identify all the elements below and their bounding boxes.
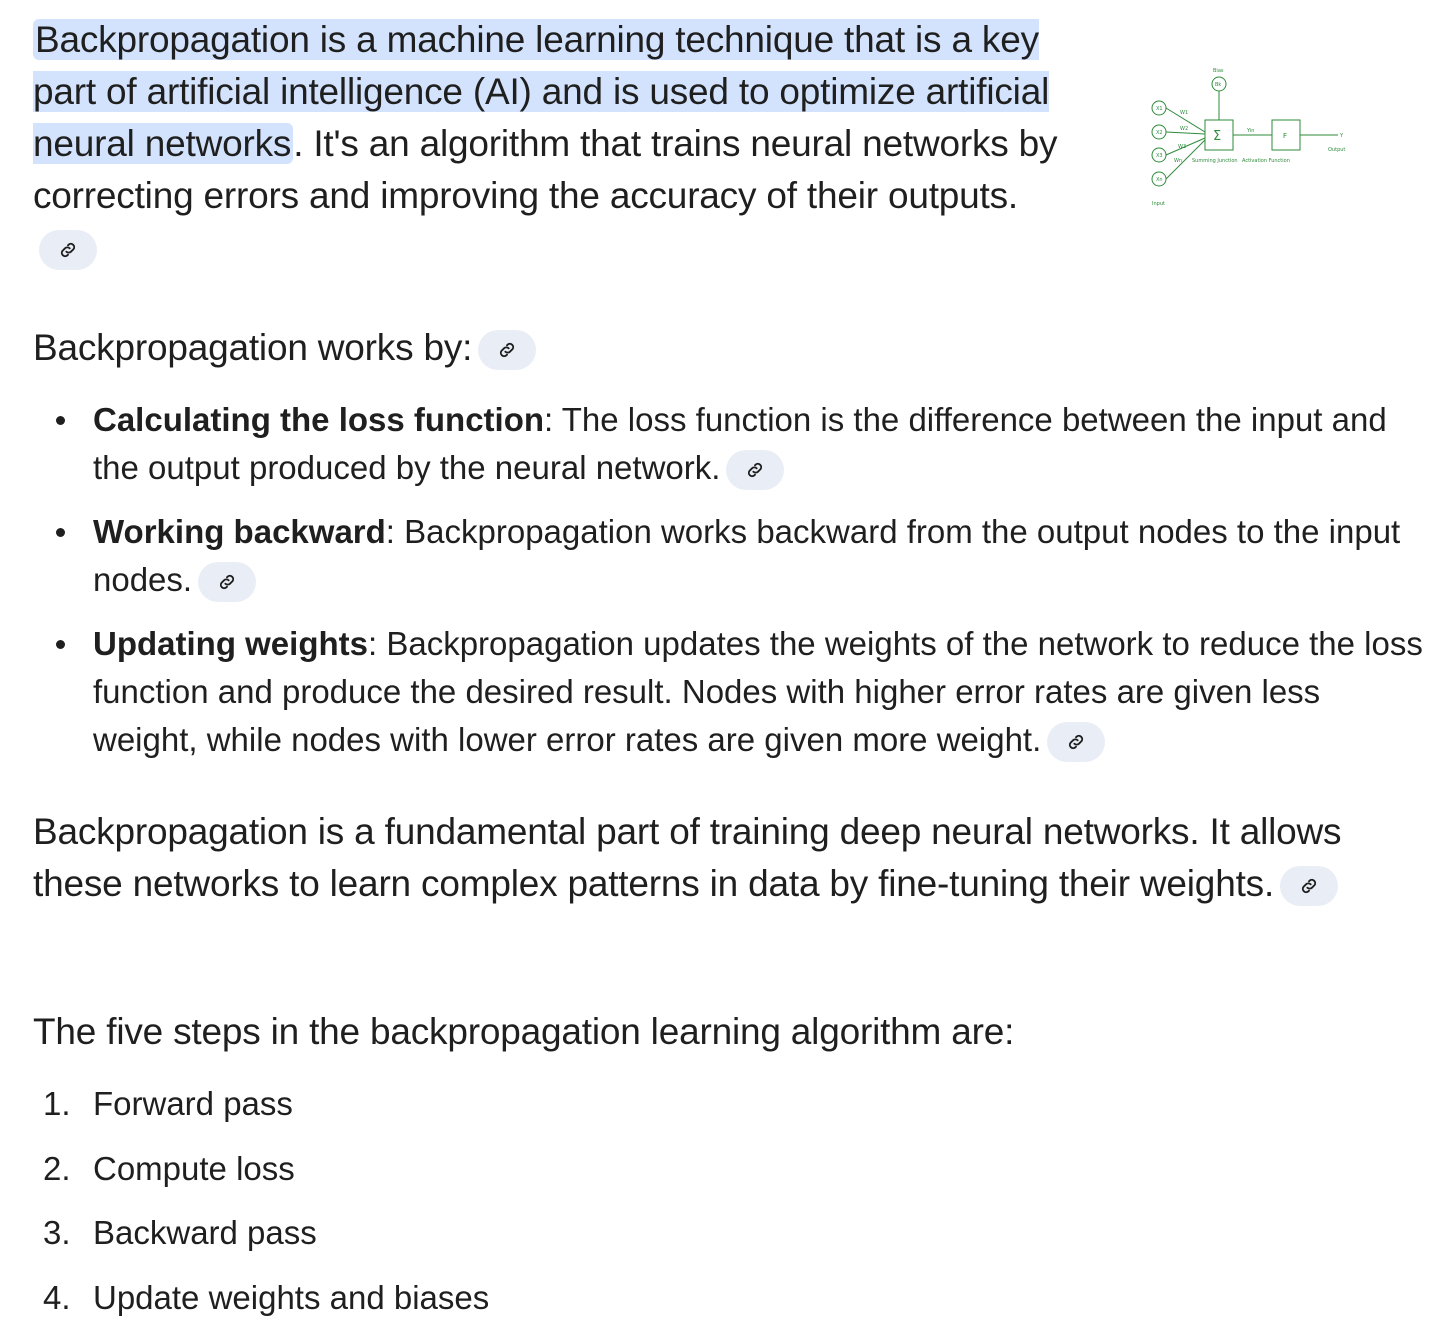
link-icon	[745, 460, 765, 480]
input-label: Xn	[1156, 177, 1163, 183]
bullet-text: : The loss function is the difference between the input and the output produced by the neural network.	[93, 401, 1387, 486]
intro-rest-text: . It's an algorithm that trains neural networks by correcting errors and improving the accuracy of their outputs.	[33, 123, 1058, 216]
bullet-text: : Backpropagation works backward from the output nodes to the input nodes.	[93, 513, 1401, 598]
summation-symbol: Σ	[1213, 129, 1222, 144]
intro-paragraph	[33, 14, 1073, 274]
step-number: 2.	[43, 1149, 71, 1187]
input-label: X2	[1156, 130, 1163, 136]
works-list	[33, 396, 1423, 780]
y-label: Y	[1340, 133, 1344, 139]
output-label: Output	[1328, 147, 1346, 153]
activation-label: Activation Function	[1242, 158, 1290, 164]
step-number: 3.	[43, 1214, 71, 1251]
bullet-dot	[56, 640, 65, 649]
input-label: X1	[1156, 106, 1163, 112]
bullet-term: Working backward	[93, 513, 386, 550]
summary-text: Backpropagation is a fundamental part of training deep neural networks. It allows these networks to learn complex patterns in data by fine-tuning their weights.	[33, 811, 1342, 904]
step-label: Backward pass	[93, 1214, 317, 1251]
steps-list	[33, 1080, 489, 1338]
citation-chip[interactable]	[1280, 866, 1338, 906]
list-item	[33, 1274, 489, 1322]
step-label: Forward pass	[93, 1085, 293, 1122]
activation-symbol: F	[1283, 132, 1288, 140]
weight-label: W3	[1178, 144, 1187, 150]
bias-node-label: Bk	[1215, 82, 1222, 88]
list-item	[33, 396, 1423, 492]
input-label: X3	[1156, 153, 1163, 159]
bullet-text: : Backpropagation updates the weights of the network to reduce the loss function and produce the desired result. Nodes with higher error rates are given less weight, while nodes with lower error rates are given more weight.	[93, 625, 1423, 758]
highlighted-text: Backpropagation is a machine learning technique that is a key part of artificial intelligence (AI) and is used to optimize artificial neural networks	[33, 19, 1050, 164]
step-label: Compute loss	[93, 1149, 295, 1187]
link-icon	[1299, 876, 1319, 896]
summing-label: Summing Junction	[1192, 158, 1238, 164]
list-item	[33, 1080, 489, 1128]
bullet-term: Calculating the loss function	[93, 401, 545, 438]
link-icon	[217, 572, 237, 592]
summary-paragraph	[33, 806, 1383, 910]
link-icon	[1066, 732, 1086, 752]
works-heading-text: Backpropagation works by:	[33, 327, 473, 368]
bullet-dot	[56, 416, 65, 425]
link-icon	[497, 340, 517, 360]
step-number: 4.	[43, 1278, 71, 1316]
bullet-dot	[56, 528, 65, 537]
list-item	[33, 620, 1423, 764]
neuron-diagram	[1092, 20, 1392, 260]
input-caption: Input	[1152, 201, 1165, 207]
list-item	[33, 508, 1423, 604]
list-item	[33, 1209, 489, 1257]
list-item	[33, 1145, 489, 1193]
neuron-diagram-thumbnail[interactable]	[1092, 20, 1392, 260]
weight-label: Wn	[1174, 158, 1183, 164]
works-heading	[33, 322, 536, 374]
citation-chip[interactable]	[198, 562, 256, 602]
step-label: Update weights and biases	[93, 1278, 490, 1316]
bias-label: Bias	[1213, 68, 1224, 74]
bullet-term: Updating weights	[93, 625, 368, 662]
weight-label: W1	[1180, 110, 1189, 116]
link-icon	[58, 240, 78, 260]
citation-chip[interactable]	[726, 450, 784, 490]
steps-heading: The five steps in the backpropagation learning algorithm are:	[33, 1011, 1015, 1052]
yin-label: Yin	[1247, 128, 1255, 134]
citation-chip[interactable]	[478, 330, 536, 370]
citation-chip[interactable]	[1047, 722, 1105, 762]
weight-label: W2	[1180, 126, 1189, 132]
step-number: 1.	[43, 1085, 71, 1122]
citation-chip[interactable]	[39, 230, 97, 270]
